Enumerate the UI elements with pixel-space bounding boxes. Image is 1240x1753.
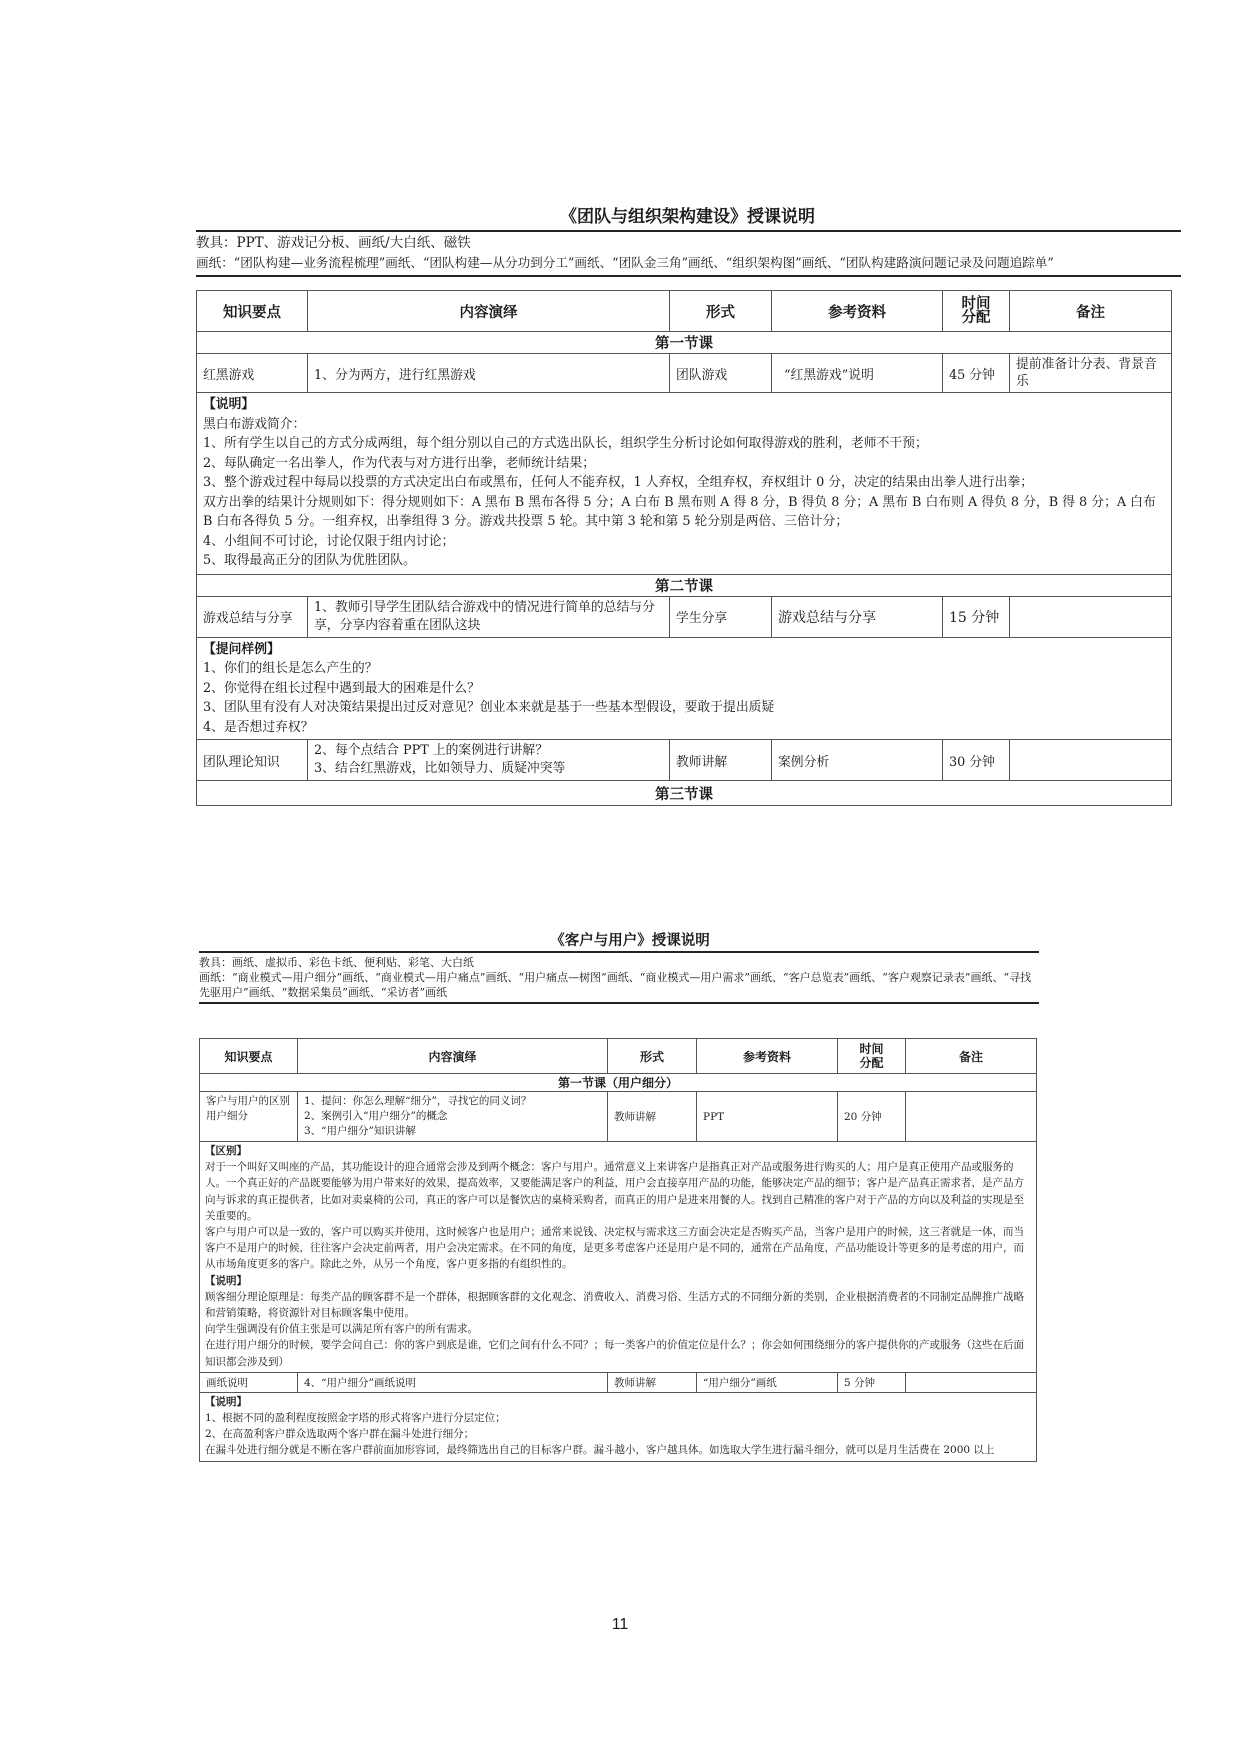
content-line: 3、“用户细分”知识讲解 (304, 1125, 416, 1137)
note-line: 1、你们的组长是怎么产生的？ (203, 661, 378, 676)
table-row (200, 1372, 1037, 1392)
header-content: 内容演绎 (308, 291, 670, 332)
lesson2-papers: 画纸：“商业模式—用户细分”画纸、“商业模式—用户痛点”画纸、“用户痛点—树图”画纸、“商业模式—用户需求”画纸、“客户总览表”画纸、“客户观察记录表”画纸、“寻找先驱用户”画纸、“数据采集员”画纸、“采访者”画纸 (199, 971, 1032, 999)
cell-remark (906, 1372, 1037, 1392)
cell-reference: “用户细分”画纸 (697, 1372, 838, 1392)
note-line: 5、取得最高正分的团队为优胜团队。 (203, 553, 416, 568)
lesson2-note-2 (200, 1392, 1037, 1461)
lesson2-table-clip (199, 1038, 1036, 1463)
note-line: 向学生强调没有价值主张是可以满足所有客户的所有需求。 (205, 1323, 478, 1336)
header-knowledge: 知识要点 (200, 1039, 298, 1074)
lesson1-papers: 画纸：“团队构建—业务流程梳理”画纸、“团队构建—从分功到分工”画纸、“团队金三角”画纸、“组织架构图”画纸、“团队构建路演问题记录及问题追踪单” (196, 255, 1054, 270)
header-reference: 参考资料 (697, 1039, 838, 1074)
note-heading: 【提问样例】 (203, 641, 280, 657)
lesson1-note-2 (197, 637, 1172, 740)
lesson1-section-3: 第三节课 (197, 781, 1172, 806)
cell-time: 45 分钟 (943, 354, 1010, 393)
page-number: 11 (611, 1616, 629, 1633)
content-line: 2、案例引入“用户细分”的概念 (304, 1110, 448, 1122)
cell-time: 20 分钟 (838, 1092, 906, 1142)
cell-time: 5 分钟 (838, 1372, 906, 1392)
topic-line: 客户与用户的区别 (206, 1095, 290, 1107)
note-heading: 【说明】 (205, 1274, 247, 1287)
cell-remark (1010, 740, 1172, 781)
cell-reference: 案例分析 (772, 740, 943, 781)
lesson1-section-1: 第一节课 (197, 332, 1172, 354)
lesson1-table-clip (196, 290, 1171, 803)
header-time-line2: 分配 (859, 1056, 884, 1070)
cell-remark (1010, 596, 1172, 637)
note-line: 对于一个叫好又叫座的产品，其功能设计的迎合通常会涉及到两个概念：客户与用户。通常意义上来讲客户是指真正对产品或服务进行购买的人；用户是真正使用产品或服务的人。一个真正好的产品既要能够为用户带来好的效果，提高效率，又要能满足客户的利益，用户会直接享用产品的功能，能够决定产品的细节；客户是产品真正需求者，是产品方向与诉求的真正提供者，比如对卖桌椅的公司，真正的客户可以是餐饮店的桌椅采购者，而真正的用户是进来用餐的人。找到自己精准的客户对于产品的方向以及利益的实现是至关重要的。 (205, 1161, 1024, 1222)
lesson1-tools: 教具：PPT、游戏记分板、画纸/大白纸、磁铁 (196, 235, 471, 251)
table-row (200, 1092, 1037, 1142)
lesson1-title: 《团队与组织架构建设》授课说明 (560, 207, 815, 227)
cell-reference: PPT (697, 1092, 838, 1142)
content-line: 2、每个点结合 PPT 上的案例进行讲解？ (314, 743, 548, 758)
lesson1-header-row (197, 291, 1172, 332)
cell-content: 4、“用户细分”画纸说明 (298, 1372, 608, 1392)
note-line: 2、在高盈利客户群众选取两个客户群在漏斗处进行细分； (205, 1428, 475, 1441)
lesson2-tools: 教具：画纸、虚拟币、彩色卡纸、便利贴、彩笔、大白纸 (199, 956, 474, 969)
note-line: 3、团队里有没有人对决策结果提出过反对意见？创业本来就是基于一些基本型假设，要敢于提出质疑 (203, 700, 775, 715)
note-line: 2、你觉得在组长过程中遇到最大的困难是什么？ (203, 680, 480, 696)
cell-content: 1、教师引导学生团队结合游戏中的情况进行简单的总结与分享，分享内容着重在团队这块 (308, 596, 670, 637)
cell-content (308, 740, 670, 781)
header-form: 形式 (670, 291, 772, 332)
table-row (197, 740, 1172, 781)
note-heading: 【区别】 (205, 1145, 247, 1157)
cell-topic: 团队理论知识 (197, 740, 308, 781)
cell-form: 学生分享 (670, 596, 772, 637)
lesson2-header-row (200, 1039, 1037, 1074)
lesson2-table (199, 1038, 1037, 1462)
note-line: 1、根据不同的盈利程度按照金字塔的形式将客户进行分层定位； (205, 1412, 506, 1425)
lesson2-note-1 (200, 1142, 1037, 1373)
cell-form: 教师讲解 (608, 1372, 697, 1392)
table-row (197, 354, 1172, 393)
lesson2-section-1: 第一节课（用户细分） (200, 1074, 1037, 1092)
lesson1-bottom-rule (196, 275, 1181, 277)
lesson1-meta (196, 230, 1181, 277)
lesson1-note-1 (197, 393, 1172, 575)
cell-topic (200, 1092, 298, 1142)
header-remark: 备注 (906, 1039, 1037, 1074)
cell-form: 教师讲解 (608, 1092, 697, 1142)
lesson2-bottom-rule (199, 1002, 1039, 1004)
note-line: 3、整个游戏过程中每局以投票的方式决定出白布或黑布，任何人不能弃权，1 人弃权，全组弃权，弃权组计 0 分，决定的结果由出拳人进行出拳； (203, 475, 1034, 490)
cell-remark: 提前准备计分表、背景音乐 (1010, 354, 1172, 393)
header-reference: 参考资料 (772, 291, 943, 332)
cell-content (298, 1092, 608, 1142)
header-time-line1: 时间 (859, 1042, 884, 1056)
content-line: 1、提问：你怎么理解“细分”，寻找它的同义词？ (304, 1095, 532, 1107)
note-heading: 【说明】 (205, 1395, 247, 1408)
header-time-line2: 分配 (961, 310, 991, 326)
cell-form: 教师讲解 (670, 740, 772, 781)
cell-topic: 红黑游戏 (197, 354, 308, 393)
cell-topic: 画纸说明 (200, 1372, 298, 1392)
cell-remark (906, 1092, 1037, 1142)
header-form: 形式 (608, 1039, 697, 1074)
cell-content: 1、分为两方，进行红黑游戏 (308, 354, 670, 393)
header-time-line1: 时间 (961, 296, 991, 312)
note-line: 黑白布游戏简介： (203, 416, 306, 432)
note-line: 2、每队确定一名出拳人，作为代表与对方进行出拳，老师统计结果； (203, 455, 596, 471)
cell-reference: 游戏总结与分享 (772, 596, 943, 637)
cell-form: 团队游戏 (670, 354, 772, 393)
note-line: 在漏斗处进行细分就是不断在客户群前面加形容词，最终筛选出自己的目标客户群。漏斗越小，客户越具体。如选取大学生进行漏斗细分，就可以是月生活费在 2000 以上 (205, 1444, 995, 1457)
cell-topic: 游戏总结与分享 (197, 596, 308, 637)
header-remark: 备注 (1010, 291, 1172, 332)
lesson2-title: 《客户与用户》授课说明 (550, 933, 710, 949)
header-content: 内容演绎 (298, 1039, 608, 1074)
cell-time: 15 分钟 (943, 596, 1010, 637)
header-time (943, 291, 1010, 332)
table-row (197, 596, 1172, 637)
content-line: 3、结合红黑游戏，比如领导力、质疑冲突等 (314, 761, 566, 776)
note-line: 顾客细分理论原理是：每类产品的顾客群不是一个群体，根据顾客群的文化观念、消费收入、消费习俗、生活方式的不同细分新的类别，企业根据消费者的不同制定品牌推广战略和营销策略，将资源针对目标顾客集中使用。 (205, 1290, 1024, 1320)
topic-line: 用户细分 (206, 1110, 248, 1122)
header-knowledge: 知识要点 (197, 291, 308, 332)
note-line: 4、是否想过弃权？ (203, 719, 314, 735)
note-line: 客户与用户可以是一致的，客户可以购买并使用，这时候客户也是用户；通常来说钱、决定权与需求这三方面会决定是否购买产品，当客户是用户的时候，这三者就是一体，而当客户不是用户的时候，往往客户会决定前两者，用户会决定需求。在不同的角度，是更多考虑客户还是用户是不同的，通常在产品角度，产品功能设计等更多的是考虑的用户，而从市场角度更多的客户。除此之外，从另一个角度，客户更多指的有组织性的。 (205, 1226, 1024, 1271)
header-time (838, 1039, 906, 1074)
cell-time: 30 分钟 (943, 740, 1010, 781)
lesson2-meta (199, 951, 1039, 1004)
lesson1-section-2: 第二节课 (197, 574, 1172, 596)
note-heading: 【说明】 (203, 397, 255, 412)
lesson1-table (196, 290, 1172, 806)
note-line: 4、小组间不可讨论，讨论仅限于组内讨论； (203, 533, 455, 549)
cell-reference: “红黑游戏”说明 (772, 354, 943, 393)
note-line: 在进行用户细分的时候，要学会问自己：你的客户到底是谁，它们之间有什么不同？；每一类客户的价值定位是什么？；你会如何围绕细分的客户提供你的产或服务（这些在后面知识都会涉及到） (205, 1339, 1024, 1368)
note-line: 1、所有学生以自己的方式分成两组，每个组分别以自己的方式选出队长，组织学生分析讨论如何取得游戏的胜利，老师不干预； (203, 436, 928, 451)
note-line: 双方出拳的结果计分规则如下：得分规则如下：A 黑布 B 黑布各得 5 分；A 白布 B 黑布则 A 得 8 分，B 得负 8 分；A 黑布 B 白布则 A 得负 8 分，B 得 8 分；A 白布 B 白布各得负 5 分。一组弃权，出拳组得 3 分。游戏共投票 5 轮。其中第 3 轮和第 5 轮分别是两倍、三倍计分； (203, 494, 1156, 529)
